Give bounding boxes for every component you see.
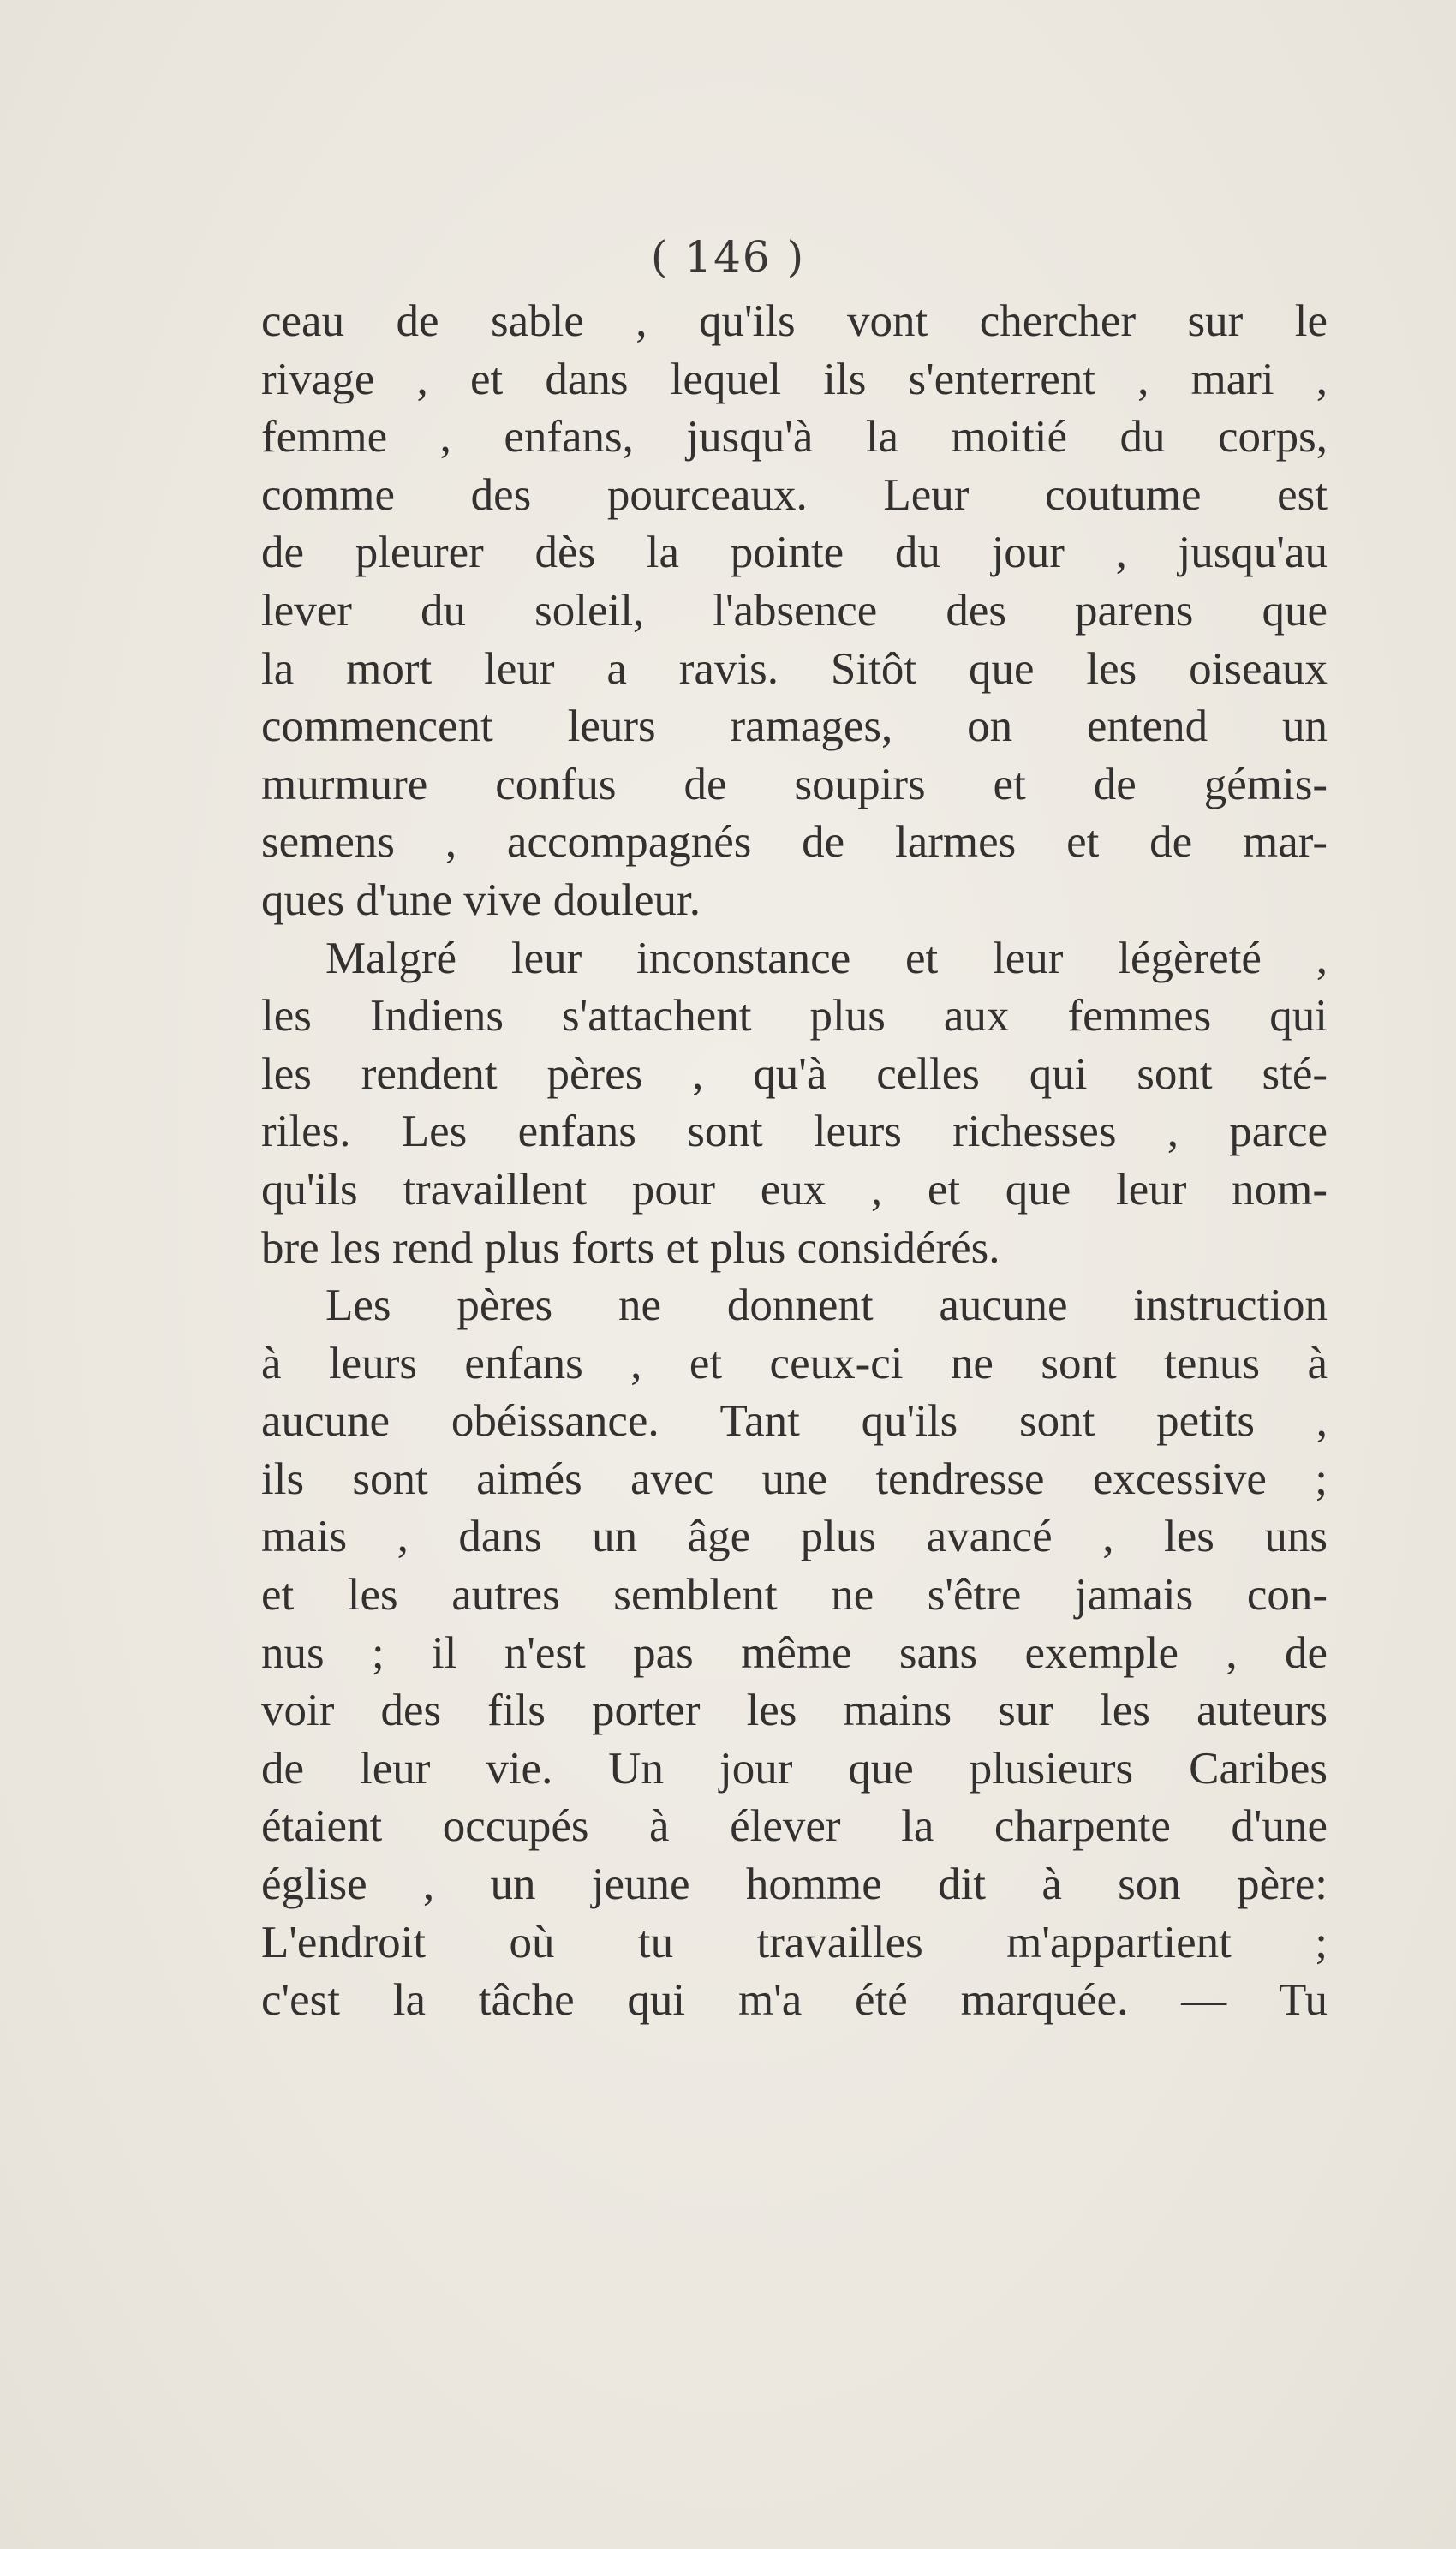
text-line: et les autres semblent ne s'être jamais con-	[261, 1570, 1328, 1621]
text-line: étaient occupés à élever la charpente d'une	[261, 1801, 1328, 1852]
text-line: semens , accompagnés de larmes et de mar-	[261, 817, 1328, 868]
text-line: Les pères ne donnent aucune instruction	[325, 1280, 1328, 1331]
text-line: à leurs enfans , et ceux-ci ne sont tenus à	[261, 1338, 1328, 1388]
text-line: de leur vie. Un jour que plusieurs Caribes	[261, 1743, 1328, 1794]
text-line: ceau de sable , qu'ils vont chercher sur le	[261, 296, 1328, 346]
text-line: comme des pourceaux. Leur coutume est	[261, 469, 1328, 520]
body-text	[261, 293, 1328, 2030]
text-line: de pleurer dès la pointe du jour , jusqu'au	[261, 528, 1328, 578]
text-line: bre les rend plus forts et plus considérés.	[261, 1222, 1000, 1273]
text-line: église , un jeune homme dit à son père:	[261, 1860, 1328, 1910]
text-line: la mort leur a ravis. Sitôt que les oiseaux	[261, 643, 1328, 694]
text-line: les Indiens s'attachent plus aux femmes qui	[261, 991, 1328, 1042]
text-line: c'est la tâche qui m'a été marquée. — Tu	[261, 1975, 1328, 2026]
text-line: ils sont aimés avec une tendresse excessive ;	[261, 1454, 1328, 1504]
text-line: voir des fils porter les mains sur les auteurs	[261, 1686, 1328, 1736]
text-line: L'endroit où tu travailles m'appartient ;	[261, 1917, 1328, 1967]
text-line: commencent leurs ramages, on entend un	[261, 701, 1328, 752]
text-line: ques d'une vive douleur.	[261, 875, 701, 925]
text-line: Malgré leur inconstance et leur légèreté ,	[325, 933, 1328, 983]
text-line: murmure confus de soupirs et de gémis-	[261, 759, 1328, 809]
text-line: riles. Les enfans sont leurs richesses , parce	[261, 1107, 1328, 1157]
text-line: nus ; il n'est pas même sans exemple , de	[261, 1627, 1328, 1678]
text-line: femme , enfans, jusqu'à la moitié du corps,	[261, 412, 1328, 463]
text-line: aucune obéissance. Tant qu'ils sont petits ,	[261, 1396, 1328, 1447]
text-line: lever du soleil, l'absence des parens que	[261, 585, 1328, 636]
text-line: rivage , et dans lequel ils s'enterrent , mari ,	[261, 354, 1328, 404]
text-line: qu'ils travaillent pour eux , et que leur nom-	[261, 1164, 1328, 1215]
text-line: mais , dans un âge plus avancé , les uns	[261, 1512, 1328, 1562]
page-number: ( 146 )	[650, 232, 806, 282]
text-line: les rendent pères , qu'à celles qui sont sté-	[261, 1048, 1328, 1099]
